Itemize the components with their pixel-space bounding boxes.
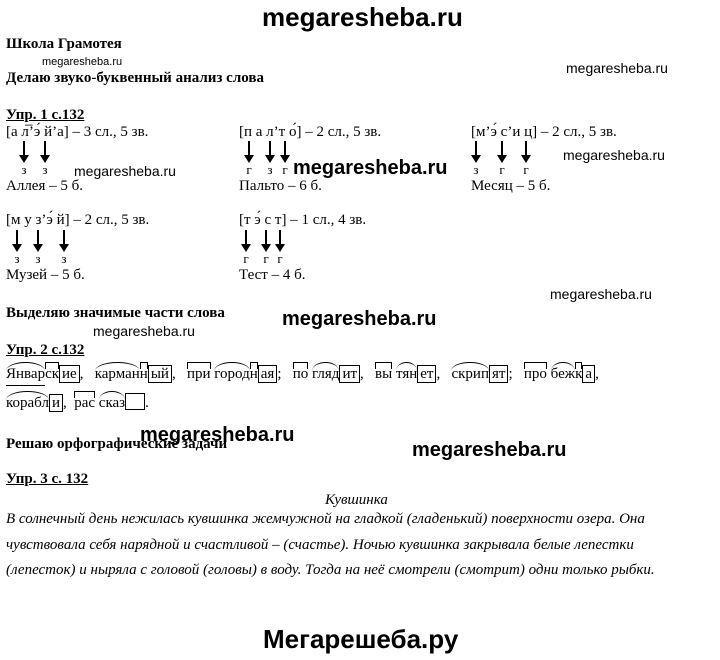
watermark: megaresheba.ru — [293, 157, 448, 179]
word-morphemes — [375, 366, 436, 382]
separator: , — [360, 366, 364, 382]
root: гляд — [312, 366, 340, 382]
section-title-2: Выделяю значимые части слова — [6, 305, 225, 321]
watermark-top: megaresheba.ru — [262, 2, 463, 32]
zero-ending — [125, 393, 145, 410]
prefix: рас — [74, 395, 96, 411]
watermark-bottom: Мегарешеба.ру — [263, 624, 459, 654]
separator: ; — [508, 366, 513, 382]
separator: , — [79, 366, 84, 382]
separator: ; — [277, 366, 282, 382]
watermark: megaresheba.ru — [412, 439, 567, 461]
ending: и — [49, 394, 63, 412]
sound-mark: з — [42, 162, 48, 177]
prefix: по — [292, 366, 309, 382]
text-line: В солнечный день нежилась кувшинка жемчужной на гладкой (гладенький) поверхности озера. Она — [6, 511, 645, 527]
root: корабл — [6, 395, 49, 411]
word-morphemes — [187, 366, 277, 382]
suffix: ск — [45, 366, 60, 382]
root: беж — [550, 366, 576, 382]
ending: ый — [148, 365, 172, 383]
separator: , — [595, 366, 599, 382]
exercise-3-title: Упр. 3 с. 132 — [6, 471, 89, 487]
word-result: Музей – 5 б. — [6, 267, 85, 283]
ending: ие — [59, 365, 80, 383]
section-title-3: Решаю орфографические задачи — [6, 436, 228, 452]
root: скрип — [451, 366, 489, 382]
word-result: Месяц – 5 б. — [471, 178, 551, 194]
sound-mark: г — [499, 162, 505, 177]
morpheme-line-2 — [6, 393, 149, 412]
school-title: Школа Грамотея — [6, 36, 122, 52]
sound-mark: г — [523, 162, 529, 177]
sound-mark: г — [263, 251, 269, 266]
exercise-2-title: Упр. 2 с.132 — [6, 342, 85, 358]
transcription: [т э́ с т] – 1 сл., 4 зв. — [239, 212, 367, 228]
section-title-1: Делаю звуко-буквенный анализ слова — [6, 70, 264, 86]
ending: ит — [339, 365, 360, 383]
sound-mark: з — [35, 251, 41, 266]
suffix: к — [575, 366, 583, 382]
watermark: megaresheba.ru — [282, 308, 437, 330]
separator: , — [171, 366, 176, 382]
word-result: Пальто – 6 б. — [239, 178, 322, 194]
sound-mark: з — [14, 251, 20, 266]
watermark: megaresheba.ru — [42, 56, 123, 68]
sound-mark: г — [277, 251, 283, 266]
sound-mark: г — [282, 162, 288, 177]
transcription: [м у з’э́ й] – 2 сл., 5 зв. — [6, 212, 150, 228]
word-result: Тест – 4 б. — [239, 267, 306, 283]
morpheme-line-1 — [6, 365, 599, 383]
ending: ая — [258, 365, 278, 383]
root: сказ — [98, 395, 126, 411]
suffix: н — [249, 366, 258, 382]
ending: ет — [417, 365, 436, 383]
watermark: megaresheba.ru — [74, 163, 176, 179]
watermark: megaresheba.ru — [93, 323, 195, 339]
root: тян — [395, 366, 418, 382]
word-morphemes — [6, 366, 80, 382]
word-morphemes — [95, 366, 172, 382]
separator: , — [62, 395, 67, 411]
transcription: [п а л’т о́] – 2 сл., 5 зв. — [239, 124, 382, 140]
prefix: про — [523, 366, 547, 382]
sound-mark: з — [61, 251, 67, 266]
suffix: н — [139, 366, 148, 382]
text-heading: Кувшинка — [325, 492, 388, 508]
sound-mark: г — [246, 162, 252, 177]
transcription: [а л̅’э́ й’а] – 3 сл., 5 зв. — [6, 124, 149, 140]
watermark: megaresheba.ru — [563, 147, 665, 163]
watermark: megaresheba.ru — [550, 286, 652, 302]
separator: , — [436, 366, 441, 382]
word-morphemes — [293, 366, 360, 382]
text-line: (лепесток) и ныряла с головой (головы) в воду. Тогда на неё смотрели (смотрит) одни только рыбки. — [6, 562, 655, 578]
watermark: megaresheba.ru — [140, 424, 295, 446]
ending: ят — [489, 365, 508, 383]
prefix: вы — [375, 366, 393, 382]
word-morphemes — [6, 395, 63, 411]
transcription: [м’э́ с’и ц] – 2 сл., 5 зв. — [471, 124, 617, 140]
sound-mark: з — [21, 162, 27, 177]
root: город — [214, 366, 250, 382]
root: Январ — [6, 366, 46, 382]
watermark: megaresheba.ru — [566, 60, 668, 76]
sound-mark: г — [243, 251, 249, 266]
word-morphemes — [74, 395, 145, 411]
separator: . — [145, 395, 149, 411]
exercise-1-title: Упр. 1 с.132 — [6, 107, 85, 123]
sound-mark: з — [267, 162, 273, 177]
root: карман — [94, 366, 140, 382]
word-result: Аллея – 5 б. — [6, 178, 83, 194]
word-morphemes — [451, 366, 508, 382]
word-morphemes — [524, 366, 595, 382]
text-line: чувствовала себя нарядной и счастливой – (счастье). Ночью кувшинка закрывала белые лепестки — [6, 537, 634, 553]
sound-mark: з — [473, 162, 479, 177]
ending: а — [582, 365, 595, 383]
prefix: при — [186, 366, 211, 382]
